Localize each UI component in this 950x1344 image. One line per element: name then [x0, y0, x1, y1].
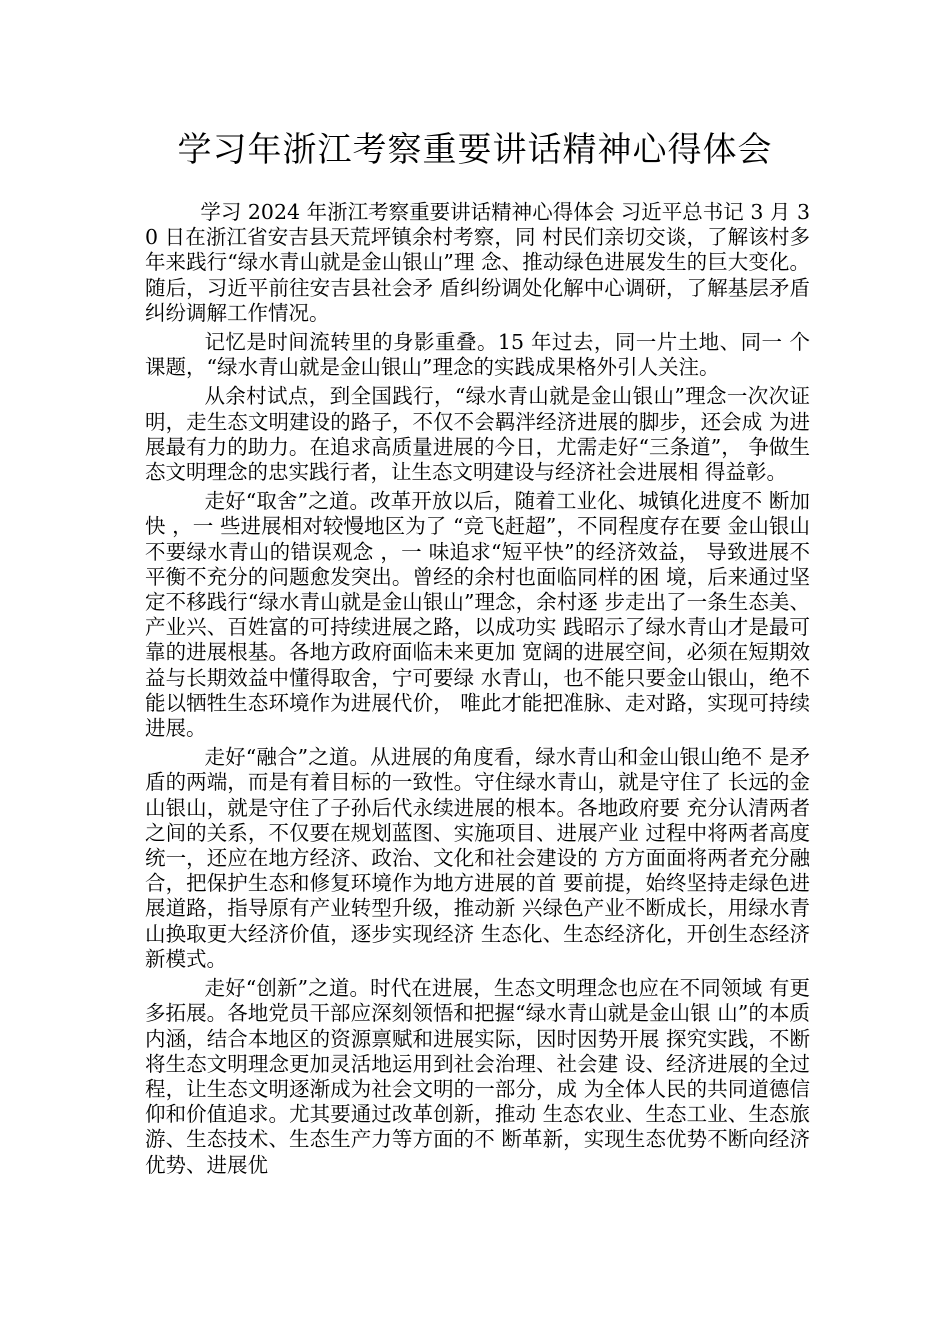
paragraph-integration: 走好“融合”之道。从进展的角度看，绿水青山和金山银山绝不 是矛盾的两端，而是有着目标的一致性。守住绿水青山，就是守住了 长远的金山银山，就是守住了子孙后代永续进展的根本。各地政府要 充分认清两者之间的关系，不仅要在规划蓝图、实施项目、进展产业 过程中将两者高度统一，还应在地方经济、政治、文化和社会建设的 方方面面将两者充分融合，把保护生态和修复环境作为地方进展的首 要前提，始终坚持走绿色进展道路，指导原有产业转型升级，推动新 兴绿色产业不断成长，用绿水青山换取更大经济价值，逐步实现经济 生态化、生态经济化，开创生态经济新模式。: [145, 745, 810, 971]
document-title: 学习年浙江考察重要讲话精神心得体会: [177, 130, 773, 170]
paragraph-memory: 记忆是时间流转里的身影重叠。15 年过去，同一片土地、同一 个课题，“绿水青山就是金山银山”理念的实践成果格外引人关注。: [145, 330, 810, 380]
paragraph-intro: 学习 2024 年浙江考察重要讲话精神心得体会 习近平总书记 3 月 30 日在浙江省安吉县天荒坪镇余村考察，同 村民们亲切交谈，了解该村多年来践行“绿水青山就是金山银山”理 念、推动绿色进展发生的巨大变化。随后，习近平前往安吉县社会矛 盾纠纷调处化解中心调研，了解基层矛盾纠纷调解工作情况。: [145, 200, 810, 325]
paragraph-innovation: 走好“创新”之道。时代在进展，生态文明理念也应在不同领域 有更多拓展。各地党员干部应深刻领悟和把握“绿水青山就是金山银 山”的本质内涵，结合本地区的资源禀赋和进展实际，因时因势开展 探究实践，不断将生态文明理念更加灵活地运用到社会治理、社会建 设、经济进展的全过程，让生态文明逐渐成为社会文明的一部分，成 为全体人民的共同道德信仰和价值追求。尤其要通过改革创新，推动 生态农业、生态工业、生态旅游、生态技术、生态生产力等方面的不 断革新，实现生态优势不断向经济优势、进展优: [145, 976, 810, 1177]
document-body: [145, 200, 810, 1182]
paragraph-practice: 从余村试点，到全国践行，“绿水青山就是金山银山”理念一次次证 明，走生态文明建设的路子，不仅不会羁泮经济进展的脚步，还会成 为进展最有力的助力。在追求高质量进展的今日，尤需走好“三条道”， 争做生态文明理念的忠实践行者，让生态文明建设与经济社会进展相 得益彰。: [145, 384, 810, 485]
paragraph-tradeoff: 走好“取舍”之道。改革开放以后，随着工业化、城镇化进度不 断加快 ，一 些进展相对较慢地区为了 “竞飞赶超”，不同程度存在要 金山银山不要绿水青山的错误观念 ，一 味追求“短平快”的经济效益， 导致进展不平衡不充分的问题愈发突出。曾经的余村也面临同样的困 境，后来通过坚定不移践行“绿水青山就是金山银山”理念，余村逐 步走出了一条生态美、产业兴、百姓富的可持续进展之路，以成功实 践昭示了绿水青山才是最可靠的进展根基。各地方政府面临未来更加 宽阔的进展空间，必须在短期效益与长期效益中懂得取舍，宁可要绿 水青山，也不能只要金山银山，绝不能以牺牲生态环境作为进展代价， 唯此才能把准脉、走对路，实现可持续进展。: [145, 489, 810, 741]
